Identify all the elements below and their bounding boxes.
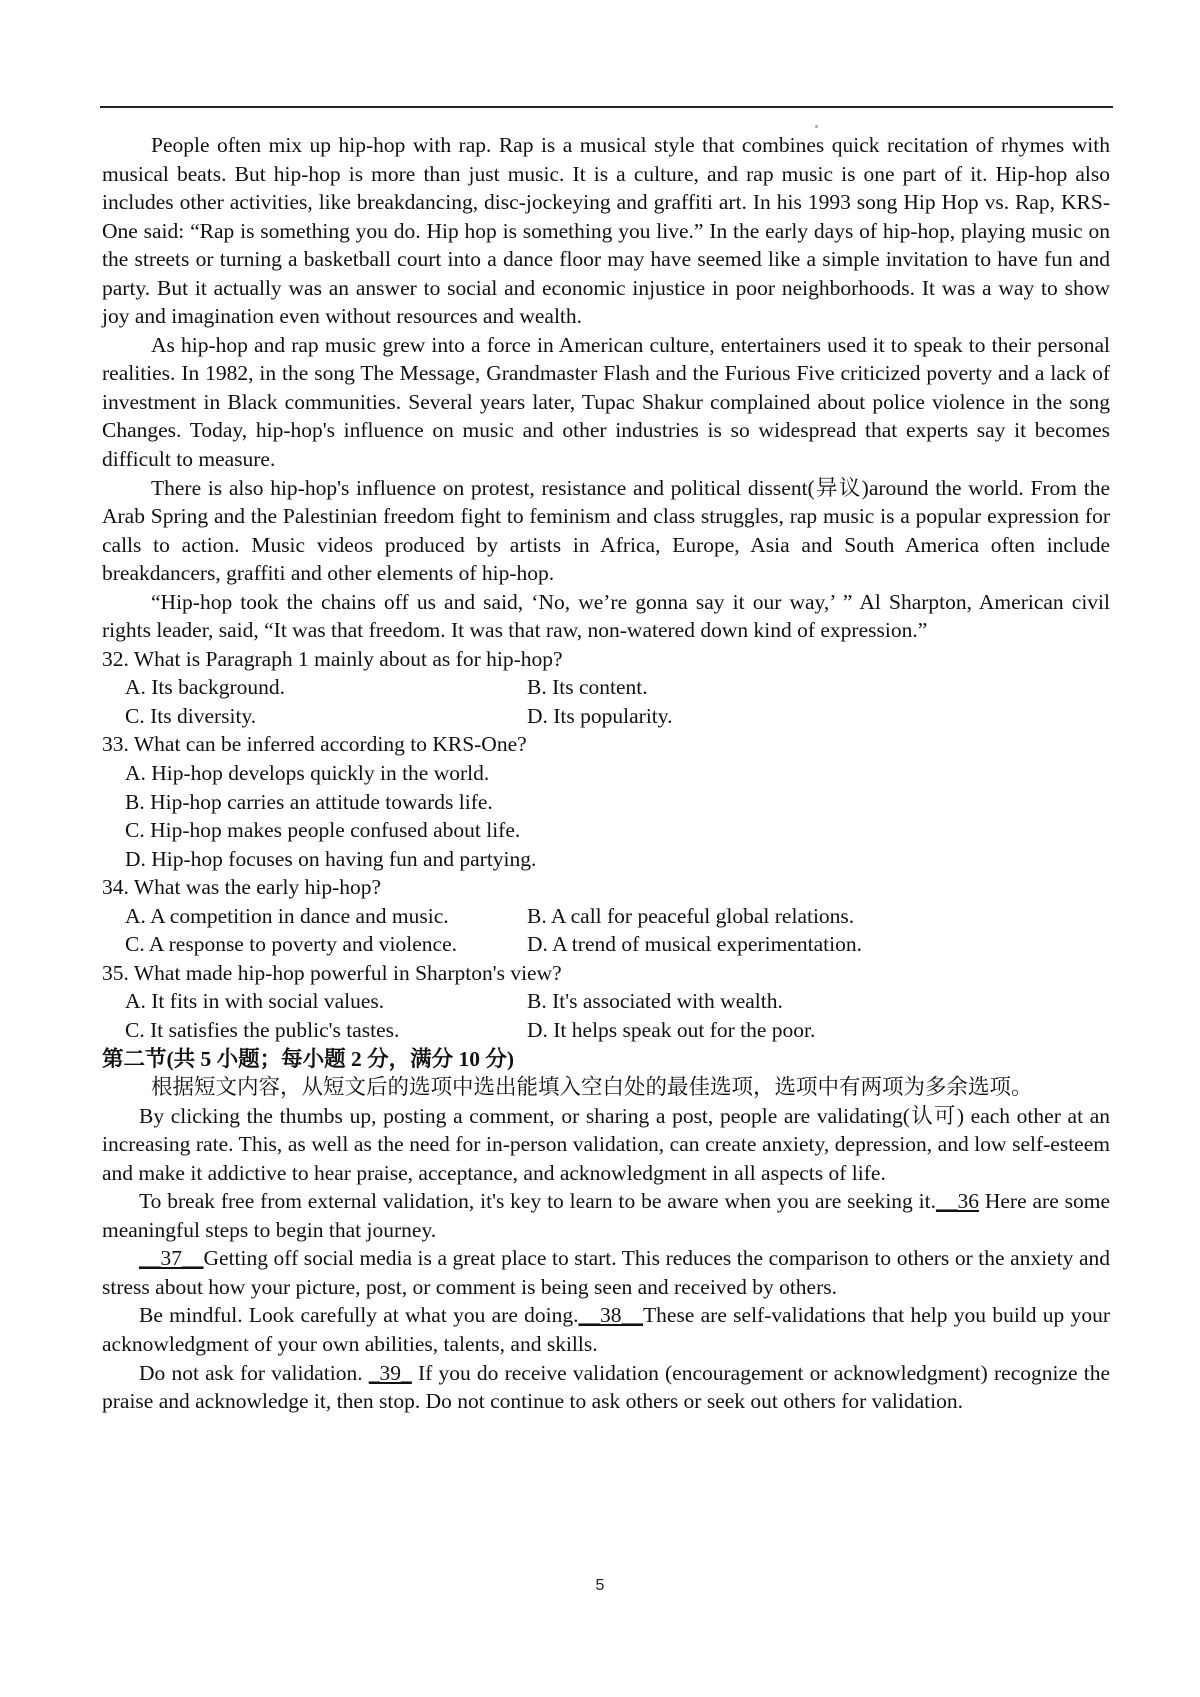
section-heading: 第二节(共 5 小题；每小题 2 分，满分 10 分) bbox=[102, 1046, 515, 1071]
option-a[interactable]: A. Hip-hop develops quickly in the world. bbox=[125, 761, 490, 786]
stray-dot bbox=[815, 125, 818, 128]
option-c[interactable]: C. Its diversity. bbox=[125, 703, 257, 728]
paragraph-text: Do not ask for validation. bbox=[139, 1360, 369, 1385]
passage-paragraph-2: As hip-hop and rap music grew into a force in American culture, entertainers used it to speak to their personal realities. In 1982, in the song The Message, Grandmaster Flash and the Furious Five criticized poverty and a lack of investment in Black communities. Several years later, Tupac Shakur complained about police violence in the song Changes. Today, hip-hop's influence on music and other industries is so widespread that experts say it becomes difficult to measure. bbox=[102, 332, 1110, 472]
page-content bbox=[102, 131, 1110, 1416]
paragraph-text: These are self-validations that help you build up your acknowledgment of your own abilities, talents, and skills. bbox=[102, 1303, 1110, 1356]
paragraph-text: Be mindful. Look carefully at what you are doing. bbox=[139, 1303, 579, 1328]
option-d[interactable]: D. A trend of musical experimentation. bbox=[527, 932, 862, 957]
question-34 bbox=[102, 873, 1110, 959]
passage-paragraph-4: “Hip-hop took the chains off us and said, ‘No, we’re gonna say it our way,’ ” Al Sharpton, American civil rights leader, said, “It was that freedom. It was that raw, non-watered down kind of expression.” bbox=[102, 589, 1110, 643]
option-d[interactable]: D. Its popularity. bbox=[527, 703, 673, 728]
option-b[interactable]: B. A call for peaceful global relations. bbox=[527, 903, 855, 928]
section-instruction: 根据短文内容，从短文后的选项中选出能填入空白处的最佳选项，选项中有两项为多余选项。 bbox=[151, 1075, 1033, 1100]
blank-39[interactable]: _39_ bbox=[368, 1360, 412, 1385]
passage-paragraph-1: People often mix up hip-hop with rap. Rap is a musical style that combines quick recitation of rhymes with musical beats. But hip-hop is more than just music. It is a culture, and rap music is one part of it. Hip-hop also includes other activities, like breakdancing, disc-jockeying and graffiti art. In his 1993 song Hip Hop vs. Rap, KRS-One said: “Rap is something you do. Hip hop is something you live.” In the early days of hip-hop, playing music on the streets or turning a basketball court into a dance floor may have seemed like a simple invitation to have fun and party. But it actually was an answer to social and economic injustice in poor neighborhoods. It was a way to show joy and imagination even without resources and wealth. bbox=[102, 133, 1110, 329]
passage2-paragraph-1: By clicking the thumbs up, posting a comment, or sharing a post, people are validating(认可) each other at an increasing rate. This, as well as the need for in-person validation, can create anxiety, depression, and low self-esteem and make it addictive to hear praise, acceptance, and acknowledgment in all aspects of life. bbox=[102, 1103, 1110, 1185]
paragraph-text: Here are some meaningful steps to begin that journey. bbox=[102, 1189, 1110, 1242]
option-d[interactable]: D. Hip-hop focuses on having fun and partying. bbox=[125, 846, 537, 871]
option-a[interactable]: A. It fits in with social values. bbox=[125, 989, 385, 1014]
option-b[interactable]: B. Its content. bbox=[527, 675, 648, 700]
paragraph-text: To break free from external validation, it's key to learn to be aware when you are seeking it. bbox=[139, 1189, 936, 1214]
passage2-paragraph-3 bbox=[102, 1244, 1110, 1301]
passage2-paragraph-4 bbox=[102, 1301, 1110, 1358]
paragraph-text: If you do receive validation (encouragement or acknowledgment) recognize the praise and acknowledge it, then stop. Do not continue to ask others or seek out others for validation. bbox=[102, 1360, 1110, 1414]
option-row bbox=[102, 673, 1110, 702]
option-b[interactable]: B. Hip-hop carries an attitude towards life. bbox=[125, 789, 493, 814]
passage2-paragraph-5 bbox=[102, 1359, 1110, 1416]
option-row bbox=[102, 987, 1110, 1016]
question-32 bbox=[102, 645, 1110, 731]
blank-38[interactable]: __38__ bbox=[578, 1303, 644, 1328]
passage-paragraph-3: There is also hip-hop's influence on protest, resistance and political dissent(异议)around the world. From the Arab Spring and the Palestinian freedom fight to feminism and class struggles, rap music is a popular expression for calls to action. Music videos produced by artists in Africa, Europe, Asia and South America often include breakdancers, graffiti and other elements of hip-hop. bbox=[102, 475, 1110, 586]
page-number: 5 bbox=[595, 1577, 605, 1594]
option-c[interactable]: C. It satisfies the public's tastes. bbox=[125, 1017, 400, 1042]
paragraph-text: Getting off social media is a great place to start. This reduces the comparison to others or the anxiety and stress about how your picture, post, or comment is being seen and received by others. bbox=[102, 1246, 1110, 1299]
option-b[interactable]: B. It's associated with wealth. bbox=[527, 989, 783, 1014]
question-stem: 33. What can be inferred according to KRS-One? bbox=[102, 732, 527, 757]
header-rule bbox=[100, 106, 1113, 108]
option-row bbox=[102, 902, 1110, 931]
option-row bbox=[102, 702, 1110, 731]
option-row bbox=[102, 930, 1110, 959]
option-c[interactable]: C. Hip-hop makes people confused about life. bbox=[125, 818, 521, 843]
option-d[interactable]: D. It helps speak out for the poor. bbox=[527, 1017, 816, 1042]
option-a[interactable]: A. A competition in dance and music. bbox=[125, 903, 449, 928]
question-35 bbox=[102, 959, 1110, 1045]
passage2-paragraph-2 bbox=[102, 1187, 1110, 1244]
option-c[interactable]: C. A response to poverty and violence. bbox=[125, 932, 457, 957]
option-row bbox=[102, 1016, 1110, 1045]
question-stem: 32. What is Paragraph 1 mainly about as for hip-hop? bbox=[102, 646, 563, 671]
question-stem: 34. What was the early hip-hop? bbox=[102, 875, 382, 900]
option-a[interactable]: A. Its background. bbox=[125, 675, 286, 700]
blank-37[interactable]: __37__ bbox=[139, 1246, 204, 1271]
blank-36[interactable]: __36 bbox=[935, 1189, 979, 1214]
question-stem: 35. What made hip-hop powerful in Sharpton's view? bbox=[102, 960, 562, 985]
question-33 bbox=[102, 730, 1110, 873]
